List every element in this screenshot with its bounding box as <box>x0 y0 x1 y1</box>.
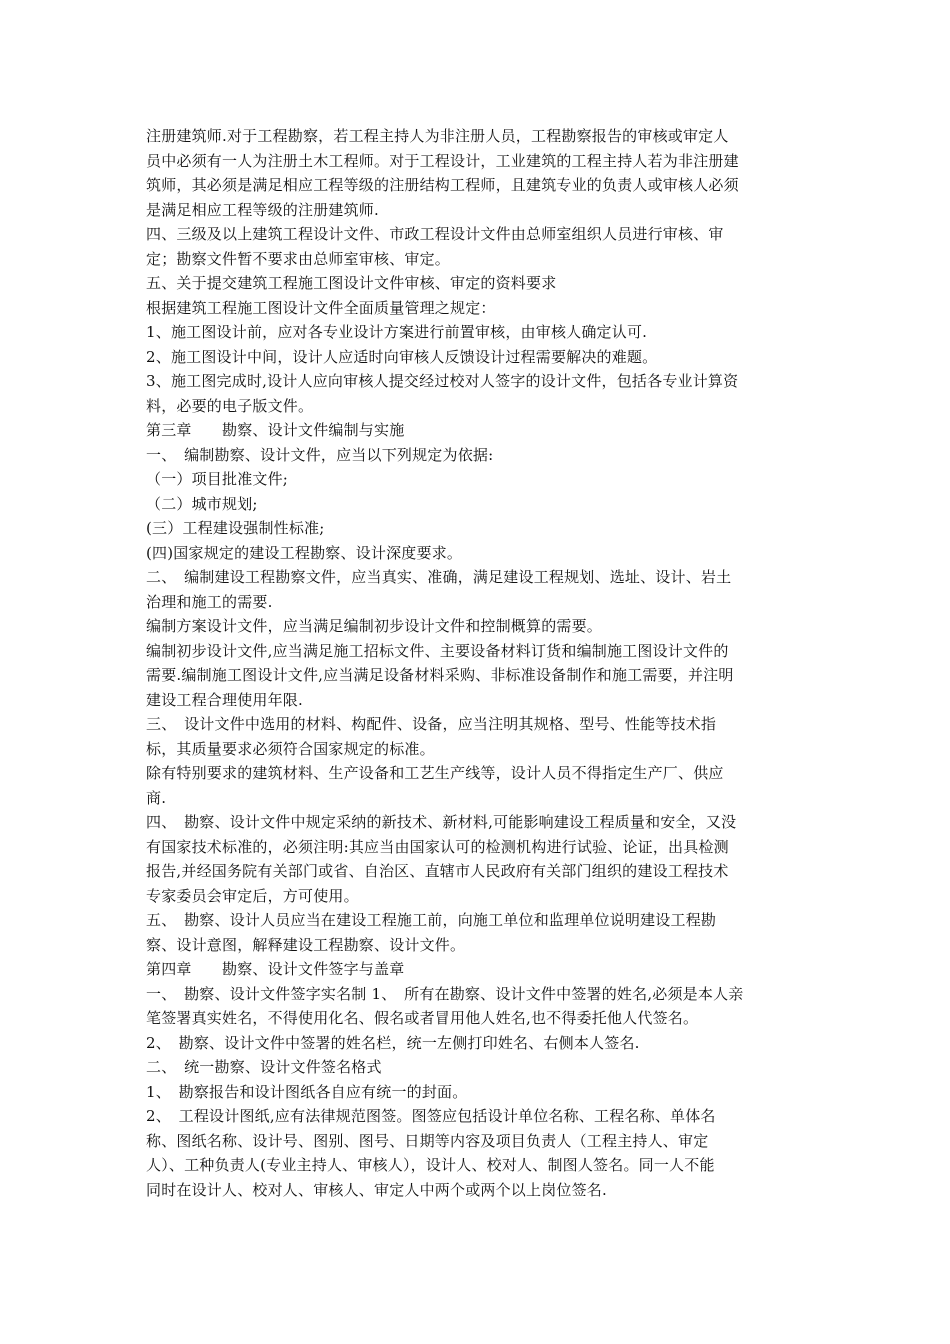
text-line: 商. <box>146 788 167 807</box>
document-page <box>146 124 806 1202</box>
text-line: 2、施工图设计中间，设计人应适时向审核人反馈设计过程需要解决的难题。 <box>146 347 658 366</box>
text-line: （二）城市规划; <box>146 494 258 513</box>
text-line: 料，必要的电子版文件。 <box>146 396 314 415</box>
text-line: 编制初步设计文件,应当满足施工招标文件、主要设备材料订货和编制施工图设计文件的 <box>146 641 729 660</box>
text-line: 一、 编制勘察、设计文件，应当以下列规定为依据: <box>146 445 494 464</box>
text-line: 五、 勘察、设计人员应当在建设工程施工前，向施工单位和监理单位说明建设工程勘 <box>146 911 717 929</box>
text-line: 编制方案设计文件，应当满足编制初步设计文件和控制概算的需要。 <box>146 617 603 635</box>
text-line: 四、 勘察、设计文件中规定采纳的新技术、新材料,可能影响建设工程质量和安全，又没 <box>146 813 737 831</box>
text-line: 注册建筑师.对于工程勘察，若工程主持人为非注册人员，工程勘察报告的审核或审定人 <box>146 127 729 145</box>
text-line: 定；勘察文件暂不要求由总师室审核、审定。 <box>146 249 451 268</box>
text-line: （一）项目批准文件; <box>146 470 289 488</box>
text-line: 标，其质量要求必须符合国家规定的标准。 <box>146 739 435 758</box>
text-line: 筑师，其必须是满足相应工程等级的注册结构工程师，且建筑专业的负责人或审核人必须 <box>146 176 739 194</box>
text-line: 察、设计意图，解释建设工程勘察、设计文件。 <box>146 935 466 954</box>
text-line: 是满足相应工程等级的注册建筑师. <box>146 200 379 219</box>
section-heading: 五、关于提交建筑工程施工图设计文件审核、审定的资料要求 <box>146 274 557 292</box>
text-line: (四)国家规定的建设工程勘察、设计深度要求。 <box>146 543 463 562</box>
text-line: 一、 勘察、设计文件签字实名制 1、 所有在勘察、设计文件中签署的姓名,必须是本人亲 <box>146 984 744 1003</box>
text-line: 员中必须有一人为注册土木工程师。对于工程设计，工业建筑的工程主持人若为非注册建 <box>146 151 739 170</box>
text-line: 笔签署真实姓名，不得使用化名、假名或者冒用他人姓名,也不得委托他人代签名。 <box>146 1009 699 1027</box>
text-line: 四、三级及以上建筑工程设计文件、市政工程设计文件由总师室组织人员进行审核、审 <box>146 225 724 243</box>
text-line: 1、 勘察报告和设计图纸各自应有统一的封面。 <box>146 1082 468 1101</box>
text-line: 1、施工图设计前，应对各专业设计方案进行前置审核，由审核人确定认可. <box>146 323 648 341</box>
text-line: 人）、工种负责人(专业主持人、审核人），设计人、校对人、制图人签名。同一人不能 <box>146 1156 715 1174</box>
text-line: 三、 设计文件中选用的材料、构配件、设备，应当注明其规格、型号、性能等技术指 <box>146 715 717 733</box>
text-line: 二、 统一勘察、设计文件签名格式 <box>146 1058 382 1076</box>
text-line: 3、施工图完成时,设计人应向审核人提交经过校对人签字的设计文件，包括各专业计算资 <box>146 372 739 390</box>
text-line: 除有特别要求的建筑材料、生产设备和工艺生产线等，设计人员不得指定生产厂、供应 <box>146 764 724 782</box>
text-line: 根据建筑工程施工图设计文件全面质量管理之规定： <box>146 298 496 317</box>
text-line: 2、 工程设计图纸,应有法律规范图签。图签应包括设计单位名称、工程名称、单体名 <box>146 1107 716 1125</box>
text-line: 专家委员会审定后，方可使用。 <box>146 886 359 905</box>
text-line: 有国家技术标准的，必须注明:其应当由国家认可的检测机构进行试验、论证，出具检测 <box>146 837 729 856</box>
chapter-heading: 第四章 勘察、设计文件签字与盖章 <box>146 960 405 978</box>
text-line: 建设工程合理使用年限. <box>146 690 303 709</box>
text-line: 2、 勘察、设计文件中签署的姓名栏，统一左侧打印姓名、右侧本人签名. <box>146 1033 640 1052</box>
text-line: 同时在设计人、校对人、审核人、审定人中两个或两个以上岗位签名. <box>146 1180 607 1199</box>
text-line: 报告,并经国务院有关部门或省、自治区、直辖市人民政府有关部门组织的建设工程技术 <box>146 862 729 880</box>
text-line: 二、 编制建设工程勘察文件，应当真实、准确，满足建设工程规划、选址、设计、岩土 <box>146 568 732 586</box>
chapter-heading: 第三章 勘察、设计文件编制与实施 <box>146 421 405 439</box>
text-line: 称、图纸名称、设计号、图别、图号、日期等内容及项目负责人（工程主持人、审定 <box>146 1131 709 1150</box>
text-line: (三）工程建设强制性标准; <box>146 519 325 537</box>
text-line: 治理和施工的需要. <box>146 592 273 611</box>
text-line: 需要.编制施工图设计文件,应当满足设备材料采购、非标准设备制作和施工需要，并注明 <box>146 666 734 684</box>
